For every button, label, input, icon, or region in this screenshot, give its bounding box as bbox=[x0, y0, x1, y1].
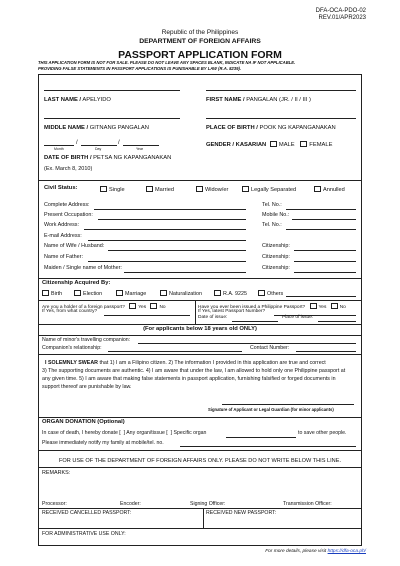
complete-address-field[interactable] bbox=[94, 209, 246, 210]
footer-link[interactable]: https://dfa-oca.ph/ bbox=[327, 549, 366, 554]
cit-birth[interactable]: Birth bbox=[42, 290, 62, 297]
prev-yes-checkbox[interactable] bbox=[310, 303, 317, 309]
work-tel-label: Tel. No.: bbox=[262, 222, 282, 228]
dob-day-field[interactable] bbox=[81, 145, 117, 146]
foreign-country-label: If Yes, from what country? bbox=[42, 309, 98, 314]
father-field[interactable] bbox=[88, 261, 246, 262]
organ-title: ORGAN DONATION (Optional) bbox=[42, 419, 125, 425]
received-vdivider bbox=[203, 508, 204, 528]
received-cancelled-label: RECEIVED CANCELLED PASSPORT: bbox=[42, 510, 132, 516]
minor-top-divider bbox=[38, 324, 362, 325]
signature-line[interactable] bbox=[222, 404, 354, 405]
gender-row: GENDER / KASARIAN MALE FEMALE bbox=[206, 142, 333, 148]
prev-latest-number-label: If Yes, latest Passport Number? bbox=[198, 309, 266, 314]
dob-year-field[interactable] bbox=[123, 145, 159, 146]
cit-marriage[interactable]: Marriage bbox=[116, 290, 146, 297]
republic-text: Republic of the Philippines bbox=[161, 29, 239, 36]
oath-line-3: any given time. 5) I am aware that making false statements in passport application, furnishing falsified or forged documents in bbox=[42, 376, 336, 382]
cit-naturalization[interactable]: Naturalization bbox=[160, 290, 202, 297]
spouse-label: Name of Wife / Husband: bbox=[44, 243, 105, 249]
father-label: Name of Father: bbox=[44, 254, 83, 260]
gender-female-checkbox[interactable] bbox=[300, 141, 307, 147]
father-citizenship-label: Citizenship: bbox=[262, 254, 290, 260]
civil-status-separated[interactable]: Legally Separated bbox=[242, 186, 296, 194]
work-address-field[interactable] bbox=[84, 229, 246, 230]
dob-label: DATE OF BIRTH / PETSA NG KAPANGANAKAN bbox=[44, 155, 172, 161]
civil-status-widower[interactable]: Widow/er bbox=[196, 186, 228, 194]
organ-line-2: Please immediately notify my family at mobile/tel. no. bbox=[42, 440, 164, 446]
received-new-label: RECEIVED NEW PASSPORT: bbox=[206, 510, 277, 516]
foreign-yes-checkbox[interactable] bbox=[129, 303, 136, 309]
processor-label: Processor: bbox=[42, 501, 67, 507]
prev-date-issue-field[interactable] bbox=[232, 321, 278, 322]
cit-election[interactable]: Election bbox=[74, 290, 102, 297]
first-name-field[interactable] bbox=[206, 90, 356, 91]
last-name-field[interactable] bbox=[44, 90, 180, 91]
received-top-divider bbox=[38, 508, 362, 509]
mother-citizenship-label: Citizenship: bbox=[262, 265, 290, 271]
citizenship-top-divider bbox=[38, 278, 362, 279]
dob-slash-1: / bbox=[76, 140, 78, 146]
office-use-header: FOR USE OF THE DEPARTMENT OF FOREIGN AFFAIRS ONLY. PLEASE DO NOT WRITE BELOW THIS LINE. bbox=[58, 458, 341, 464]
complete-address-label: Complete Address: bbox=[44, 202, 90, 208]
mother-label: Maiden / Single name of Mother: bbox=[44, 265, 122, 271]
mother-citizenship-field[interactable] bbox=[294, 272, 356, 273]
mobile-no-field[interactable] bbox=[292, 219, 356, 220]
tel-no-label: Tel. No.: bbox=[262, 202, 282, 208]
occupation-label: Present Occupation: bbox=[44, 212, 93, 218]
organ-top-divider bbox=[38, 417, 362, 418]
remarks-label: REMARKS: bbox=[42, 470, 71, 476]
occupation-field[interactable] bbox=[98, 219, 246, 220]
oath-line-4: support thereof are punishable by law. bbox=[42, 384, 132, 390]
cit-others-field[interactable] bbox=[286, 296, 356, 297]
prev-no-checkbox[interactable] bbox=[331, 303, 338, 309]
prev-place-issue-label: Place of issue: bbox=[282, 315, 314, 320]
dob-slash-2: / bbox=[118, 140, 120, 146]
companion-relationship-label: Companion's relationship: bbox=[42, 345, 102, 351]
companion-contact-field[interactable] bbox=[296, 351, 356, 352]
minor-header-divider bbox=[38, 335, 362, 336]
civil-status-label: Civil Status: bbox=[44, 185, 78, 191]
work-tel-field[interactable] bbox=[286, 229, 356, 230]
spouse-citizenship-field[interactable] bbox=[294, 250, 356, 251]
form-code: DFA-OCA-PDO-02 bbox=[315, 8, 366, 14]
middle-name-label: MIDDLE NAME / GITNANG PANGALAN bbox=[44, 125, 149, 131]
oath-line-2: 3) The supporting documents are authentic. 4) I am aware that under the law, I am allowed to hold only one Philippine passport at bbox=[42, 368, 346, 374]
transmission-officer-label: Transmission Officer: bbox=[283, 501, 332, 507]
email-label: E-mail Address: bbox=[44, 233, 82, 239]
mobile-no-label: Mobile No.: bbox=[262, 212, 290, 218]
name-section-divider bbox=[38, 180, 362, 181]
tel-no-field[interactable] bbox=[286, 209, 356, 210]
organ-line-1: In case of death, I hereby donate [ ] Any organ/tissue [ ] Specific organ bbox=[42, 430, 207, 436]
notice-line-2: PROVIDING FALSE STATEMENTS IN PASSPORT APPLICATIONS IS PUNISHABLE BY LAW (R.A. 8239). bbox=[38, 66, 241, 71]
minor-header: (For applicants below 18 years old ONLY) bbox=[143, 326, 257, 332]
remarks-top-divider bbox=[38, 467, 362, 468]
revision: REV.01/APR2023 bbox=[318, 15, 366, 21]
organ-line-1-end: to save other people. bbox=[298, 430, 347, 436]
spouse-citizenship-label: Citizenship: bbox=[262, 243, 290, 249]
form-title: PASSPORT APPLICATION FORM bbox=[118, 49, 282, 61]
gender-male-checkbox[interactable] bbox=[270, 141, 277, 147]
companion-relationship-field[interactable] bbox=[108, 351, 242, 352]
cit-others[interactable]: Others bbox=[258, 290, 283, 297]
dob-day-caption: Day bbox=[95, 147, 102, 151]
office-use-top-divider bbox=[38, 450, 362, 451]
place-of-birth-label: PLACE OF BIRTH / POOK NG KAPANGANAKAN bbox=[206, 125, 336, 131]
oath-line-1: I SOLEMNLY SWEAR that 1) I am a Filipino citizen. 2) The information I provided in this application are true and correct bbox=[45, 360, 326, 366]
specific-organ-field[interactable] bbox=[226, 437, 296, 438]
admin-top-divider bbox=[38, 528, 362, 529]
cit-ra9225[interactable]: R.A. 9225 bbox=[214, 290, 247, 297]
encoder-label: Encoder: bbox=[120, 501, 141, 507]
signing-officer-label: Signing Officer: bbox=[190, 501, 226, 507]
dob-month-field[interactable] bbox=[44, 145, 74, 146]
first-name-label: FIRST NAME / PANGALAN (JR. / II / III ) bbox=[206, 97, 311, 103]
dob-example: (Ex. March 8, 2010) bbox=[44, 166, 93, 172]
gender-female-label: FEMALE bbox=[309, 142, 333, 148]
dob-year-caption: Year bbox=[136, 147, 144, 151]
foreign-no-checkbox[interactable] bbox=[150, 303, 157, 309]
civil-status-annulled[interactable]: Annulled bbox=[314, 186, 345, 194]
oath-top-divider bbox=[38, 354, 362, 355]
civil-status-single[interactable]: Single bbox=[100, 186, 125, 194]
citizenship-acquired-label: Citizenship Acquired By: bbox=[42, 280, 111, 286]
department-name: DEPARTMENT OF FOREIGN AFFAIRS bbox=[139, 38, 261, 45]
mother-field[interactable] bbox=[124, 272, 246, 273]
signature-caption: Signature of Applicant or Legal Guardian (for minor applicants) bbox=[208, 407, 334, 412]
spouse-field[interactable] bbox=[108, 250, 246, 251]
prev-date-issue-label: Date of issue: bbox=[198, 315, 228, 320]
work-address-label: Work Address: bbox=[44, 222, 79, 228]
email-field[interactable] bbox=[88, 240, 246, 241]
prev-passport-question: Have you ever been issued a Philippine Passport? Yes No bbox=[198, 305, 346, 310]
passport-question-vdivider bbox=[195, 300, 196, 324]
gender-male-label: MALE bbox=[278, 142, 295, 148]
companion-contact-label: Contact Number: bbox=[250, 345, 290, 351]
companion-name-label: Name of minor's travelling companion: bbox=[42, 337, 131, 343]
last-name-label: LAST NAME / APELYIDO bbox=[44, 97, 111, 103]
prev-place-issue-field[interactable] bbox=[318, 321, 356, 322]
place-of-birth-field[interactable] bbox=[206, 118, 356, 119]
admin-use-label: FOR ADMINISTRATIVE USE ONLY: bbox=[42, 531, 126, 537]
dob-month-caption: Month bbox=[54, 147, 64, 151]
family-contact-field[interactable] bbox=[180, 446, 356, 447]
footer-note: For more details, please visit https://dfa-oca.ph/ bbox=[265, 549, 366, 554]
passport-question-divider bbox=[38, 300, 362, 301]
foreign-country-field[interactable] bbox=[104, 315, 190, 316]
father-citizenship-field[interactable] bbox=[294, 261, 356, 262]
companion-name-field[interactable] bbox=[138, 343, 356, 344]
notice-line-1: THIS APPLICATION FORM IS NOT FOR SALE. PLEASE DO NOT LEAVE ANY SPACES BLANK, INDICATE NA IF NOT APPLICABLE. bbox=[38, 60, 296, 65]
middle-name-field[interactable] bbox=[44, 118, 180, 119]
civil-status-married[interactable]: Married bbox=[146, 186, 174, 194]
foreign-passport-question: Are you a holder of a foreign passport? Yes No bbox=[42, 305, 166, 310]
